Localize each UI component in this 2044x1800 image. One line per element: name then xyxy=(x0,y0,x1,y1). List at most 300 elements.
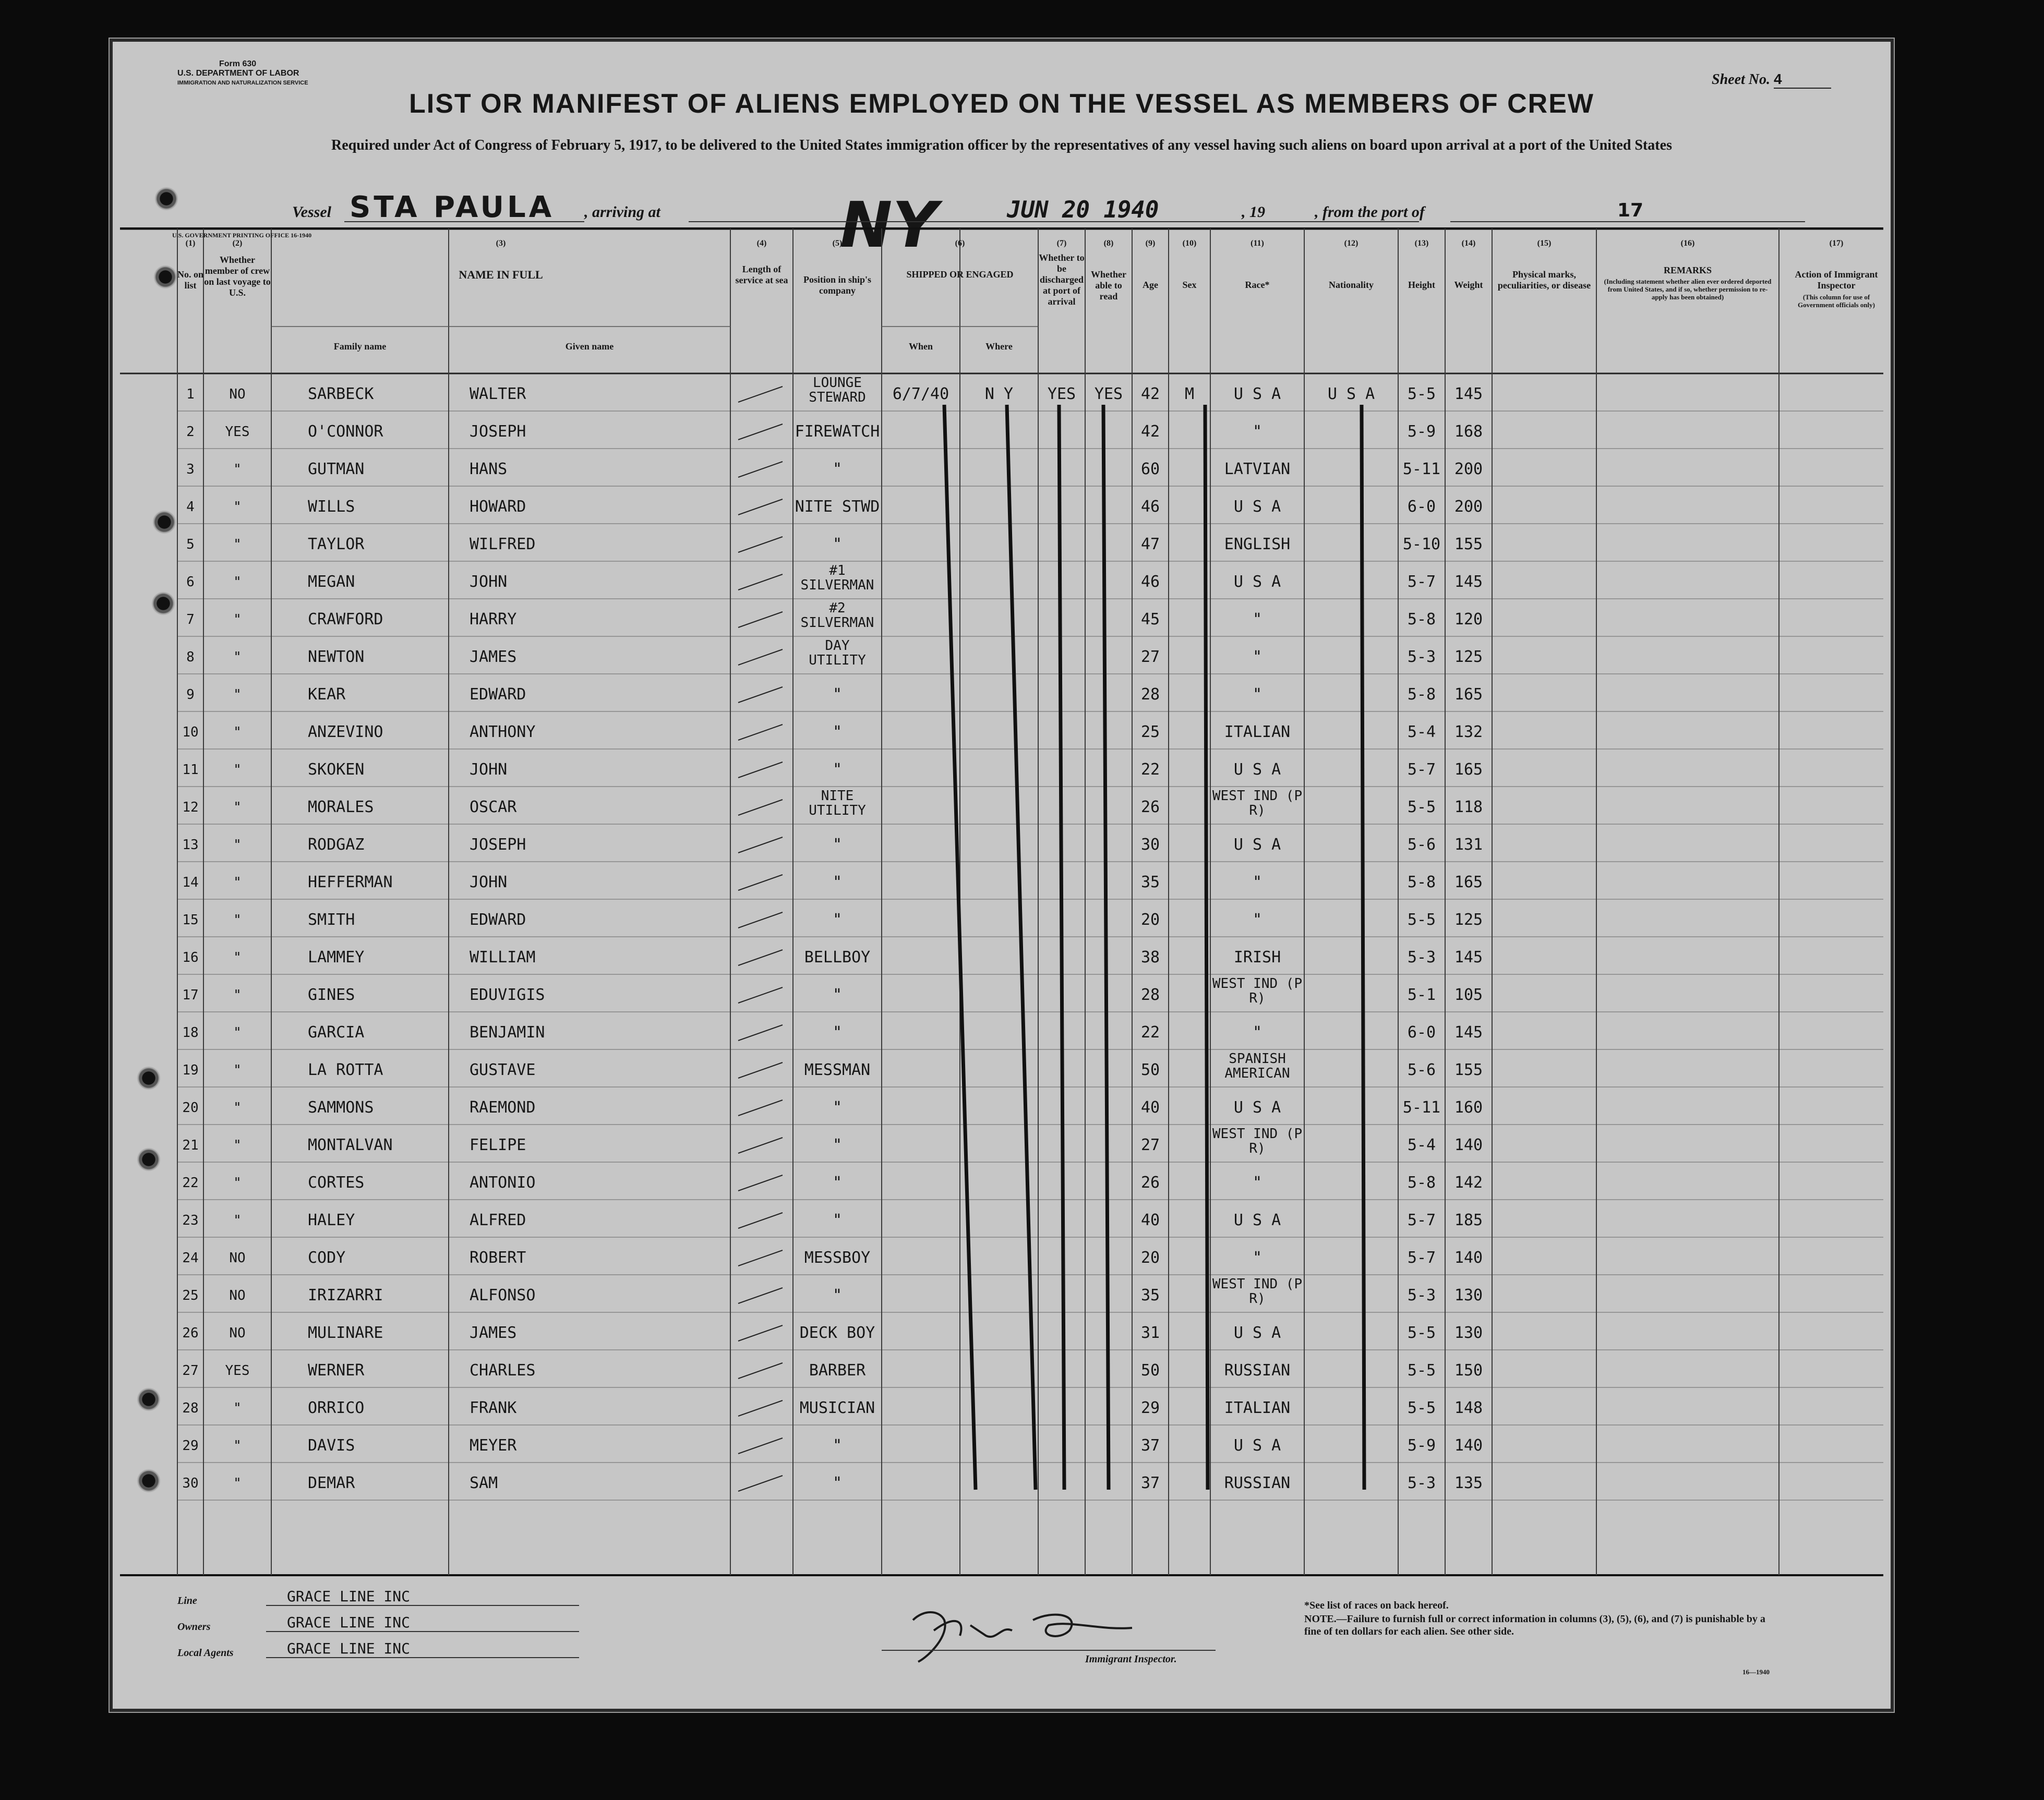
cell-race: " xyxy=(1252,1023,1263,1042)
cell-no: 21 xyxy=(182,1138,199,1153)
column-number: (16) xyxy=(1680,239,1695,248)
cell-family: HALEY xyxy=(308,1211,355,1229)
cell-height: 5-6 xyxy=(1407,836,1436,854)
cell-family: GARCIA xyxy=(308,1023,365,1042)
cell-prev: YES xyxy=(225,424,250,440)
owners-label: Owners xyxy=(177,1621,211,1633)
column-number: (7) xyxy=(1056,239,1067,248)
cell-weight: 155 xyxy=(1454,1061,1483,1079)
cell-prev: " xyxy=(233,837,242,853)
cell-position: " xyxy=(832,535,843,553)
cell-family: RODGAZ xyxy=(308,836,365,854)
cell-height: 6-0 xyxy=(1407,1023,1436,1042)
cell-position: " xyxy=(832,836,843,854)
cell-weight: 150 xyxy=(1454,1361,1483,1380)
cell-given: FRANK xyxy=(470,1399,517,1417)
column-header-no: No. on list xyxy=(177,269,204,291)
column-header-prev-voyage: Whether member of crew on last voyage to U.S. xyxy=(204,255,271,298)
cell-no: 5 xyxy=(186,537,195,552)
punch-hole xyxy=(154,187,178,211)
cell-no: 10 xyxy=(182,724,199,740)
table-row xyxy=(110,1425,1894,1463)
column-header-race: Race* xyxy=(1245,280,1270,290)
cell-weight: 145 xyxy=(1454,385,1483,403)
cell-no: 22 xyxy=(182,1175,199,1191)
cell-prev: " xyxy=(233,1476,242,1491)
cell-position: DAY UTILITY xyxy=(809,638,866,668)
cell-position: " xyxy=(832,873,843,891)
page-subtitle: Required under Act of Congress of February 5, 1917, to be delivered to the United States immigration officer by the representatives of any vessel having such aliens on board upon arrival at a port of the United States xyxy=(331,137,1672,153)
cell-prev: " xyxy=(233,1025,242,1041)
cell-given: ALFRED xyxy=(470,1211,526,1229)
cell-race: WEST IND (P R) xyxy=(1212,1126,1303,1156)
cell-prev: " xyxy=(233,612,242,627)
cell-race: RUSSIAN xyxy=(1224,1474,1291,1492)
cell-race: " xyxy=(1252,610,1263,629)
cell-age: 38 xyxy=(1140,948,1160,967)
cell-no: 14 xyxy=(182,875,199,890)
cell-height: 5-4 xyxy=(1407,1136,1436,1154)
table-row xyxy=(110,1237,1894,1275)
cell-age: 30 xyxy=(1140,836,1160,854)
inspector-label: Immigrant Inspector. xyxy=(1085,1653,1177,1665)
table-row xyxy=(110,599,1894,636)
cell-prev: " xyxy=(233,800,242,815)
cell-race: RUSSIAN xyxy=(1224,1361,1291,1380)
cell-prev: " xyxy=(233,537,242,552)
column-header-given-name: Given name xyxy=(565,341,614,352)
cell-height: 6-0 xyxy=(1407,498,1436,516)
cell-given: HOWARD xyxy=(470,498,526,516)
cell-position: " xyxy=(832,723,843,741)
cell-given: JOHN xyxy=(470,873,508,891)
cell-family: GUTMAN xyxy=(308,460,365,478)
table-row xyxy=(110,1387,1894,1425)
table-row xyxy=(110,486,1894,524)
cell-no: 7 xyxy=(186,612,195,627)
arriving-label: , arriving at xyxy=(584,203,660,221)
cell-no: 26 xyxy=(182,1325,199,1341)
cell-family: SARBECK xyxy=(308,385,374,403)
cell-position: " xyxy=(832,1474,843,1492)
cell-prev: " xyxy=(233,987,242,1003)
sheet-number-value: 4 xyxy=(1774,71,1831,89)
cell-position: NITE UTILITY xyxy=(809,788,866,818)
cell-age: 40 xyxy=(1140,1211,1160,1229)
column-number: (12) xyxy=(1344,239,1358,248)
column-header-discharged: Whether to be discharged at port of arrival xyxy=(1039,252,1085,307)
table-row xyxy=(110,1162,1894,1200)
cell-age: 47 xyxy=(1140,535,1160,553)
cell-weight: 132 xyxy=(1454,723,1483,741)
cell-race: U S A xyxy=(1233,1324,1281,1342)
cell-race: " xyxy=(1252,873,1263,891)
cell-race: WEST IND (P R) xyxy=(1212,1276,1303,1307)
column-number: (11) xyxy=(1251,239,1264,248)
table-row xyxy=(110,974,1894,1012)
table-row xyxy=(110,1350,1894,1387)
cell-position: " xyxy=(832,1098,843,1117)
cell-family: KEAR xyxy=(308,685,346,704)
column-number: (1) xyxy=(185,239,196,248)
cell-race: SPANISH AMERICAN xyxy=(1224,1051,1290,1081)
cell-no: 28 xyxy=(182,1400,199,1416)
cell-weight: 125 xyxy=(1454,648,1483,666)
cell-age: 22 xyxy=(1140,760,1160,779)
printing-office-note: U.S. GOVERNMENT PRINTING OFFICE 16-1940 xyxy=(172,232,312,239)
cell-given: ANTHONY xyxy=(470,723,536,741)
cell-age: 31 xyxy=(1140,1324,1160,1342)
cell-weight: 140 xyxy=(1454,1249,1483,1267)
cell-no: 19 xyxy=(182,1062,199,1078)
cell-given: SAM xyxy=(470,1474,498,1492)
cell-age: 46 xyxy=(1140,498,1160,516)
cell-height: 5-5 xyxy=(1407,798,1436,816)
cell-position: #1 SILVERMAN xyxy=(800,563,874,593)
table-row xyxy=(110,787,1894,824)
cell-height: 5-7 xyxy=(1407,760,1436,779)
column-header-when: When xyxy=(908,341,933,352)
cell-race: LATVIAN xyxy=(1224,460,1291,478)
cell-family: SAMMONS xyxy=(308,1098,374,1117)
cell-race: ITALIAN xyxy=(1224,1399,1291,1417)
cell-prev: NO xyxy=(229,1288,246,1303)
cell-race: WEST IND (P R) xyxy=(1212,976,1303,1006)
column-header-physical-marks: Physical marks, peculiarities, or disease xyxy=(1497,269,1591,291)
cell-age: 60 xyxy=(1140,460,1160,478)
cell-age: 35 xyxy=(1140,873,1160,891)
cell-age: 37 xyxy=(1140,1436,1160,1455)
cell-no: 8 xyxy=(186,649,195,665)
cell-given: ROBERT xyxy=(470,1249,526,1267)
column-header-shipped: SHIPPED OR ENGAGED xyxy=(906,269,1014,280)
cell-position: BELLBOY xyxy=(804,948,871,967)
form-number: Form 630 xyxy=(219,59,257,68)
cell-where: N Y xyxy=(984,385,1014,403)
cell-age: 40 xyxy=(1140,1098,1160,1117)
cell-weight: 142 xyxy=(1454,1174,1483,1192)
cell-no: 29 xyxy=(182,1438,199,1454)
cell-no: 17 xyxy=(182,987,199,1003)
cell-height: 5-11 xyxy=(1402,1098,1441,1117)
cell-age: 26 xyxy=(1140,798,1160,816)
sheet-number xyxy=(1712,71,1831,89)
cell-prev: " xyxy=(233,1138,242,1153)
table-row xyxy=(110,1049,1894,1087)
table-row xyxy=(110,862,1894,899)
cell-given: JOSEPH xyxy=(470,422,526,441)
cell-weight: 130 xyxy=(1454,1286,1483,1304)
manifest-sheet xyxy=(109,38,1895,1713)
cell-weight: 200 xyxy=(1454,498,1483,516)
page-title: LIST OR MANIFEST OF ALIENS EMPLOYED ON THE VESSEL AS MEMBERS OF CREW xyxy=(409,89,1594,119)
date-stamp: JUN 20 1940 xyxy=(1007,197,1159,223)
cell-prev: " xyxy=(233,649,242,665)
column-header-name: NAME IN FULL xyxy=(459,268,543,281)
cell-family: MONTALVAN xyxy=(308,1136,393,1154)
line-value: GRACE LINE INC xyxy=(266,1588,579,1606)
table-row xyxy=(110,824,1894,862)
cell-no: 1 xyxy=(186,386,195,402)
cell-height: 5-7 xyxy=(1407,1249,1436,1267)
cell-weight: 165 xyxy=(1454,873,1483,891)
cell-sex: M xyxy=(1184,385,1195,403)
table-row xyxy=(110,899,1894,937)
column-header-where: Where xyxy=(985,341,1013,352)
cell-height: 5-4 xyxy=(1407,723,1436,741)
cell-weight: 165 xyxy=(1454,760,1483,779)
agents-label: Local Agents xyxy=(177,1647,234,1659)
agents-value: GRACE LINE INC xyxy=(266,1640,579,1658)
cell-weight: 140 xyxy=(1454,1136,1483,1154)
cell-family: CODY xyxy=(308,1249,346,1267)
cell-age: 20 xyxy=(1140,911,1160,929)
cell-family: DAVIS xyxy=(308,1436,355,1455)
sheet-number-label: Sheet No. xyxy=(1712,71,1770,88)
cell-no: 9 xyxy=(186,687,195,703)
cell-position: " xyxy=(832,760,843,779)
cell-given: JOHN xyxy=(470,760,508,779)
cell-height: 5-10 xyxy=(1402,535,1441,553)
cell-height: 5-7 xyxy=(1407,573,1436,591)
vessel-label: Vessel xyxy=(292,203,331,221)
cell-family: WILLS xyxy=(308,498,355,516)
cell-weight: 131 xyxy=(1454,836,1483,854)
table-row xyxy=(110,1463,1894,1500)
cell-age: 28 xyxy=(1140,685,1160,704)
cell-no: 30 xyxy=(182,1476,199,1491)
cell-given: EDUVIGIS xyxy=(470,986,545,1004)
column-header-age: Age xyxy=(1143,280,1158,290)
cell-height: 5-7 xyxy=(1407,1211,1436,1229)
cell-no: 12 xyxy=(182,800,199,815)
column-header-nationality: Nationality xyxy=(1328,280,1374,290)
cell-height: 5-5 xyxy=(1407,1399,1436,1417)
cell-race: " xyxy=(1252,1249,1263,1267)
table-row xyxy=(110,373,1894,411)
column-header-service-length: Length of service at sea xyxy=(735,264,788,285)
cell-given: HANS xyxy=(470,460,508,478)
column-header-inspector-action: Action of Immigrant Inspector xyxy=(1795,269,1878,291)
column-header-weight: Weight xyxy=(1454,280,1483,290)
table-row xyxy=(110,937,1894,974)
cell-prev: " xyxy=(233,762,242,778)
cell-position: FIREWATCH xyxy=(795,422,880,441)
cell-no: 25 xyxy=(182,1288,199,1303)
column-number: (13) xyxy=(1414,239,1429,248)
cell-weight: 200 xyxy=(1454,460,1483,478)
cell-age: 46 xyxy=(1140,573,1160,591)
cell-height: 5-3 xyxy=(1407,648,1436,666)
column-number: (2) xyxy=(232,239,243,248)
cell-age: 26 xyxy=(1140,1174,1160,1192)
cell-weight: 185 xyxy=(1454,1211,1483,1229)
cell-no: 4 xyxy=(186,499,195,515)
cell-height: 5-3 xyxy=(1407,1286,1436,1304)
cell-no: 23 xyxy=(182,1213,199,1228)
cell-race: U S A xyxy=(1233,836,1281,854)
cell-given: EDWARD xyxy=(470,685,526,704)
cell-position: " xyxy=(832,1286,843,1304)
owners-value: GRACE LINE INC xyxy=(266,1614,579,1632)
table-row xyxy=(110,524,1894,561)
cell-height: 5-8 xyxy=(1407,1174,1436,1192)
cell-race: " xyxy=(1252,648,1263,666)
cell-weight: 165 xyxy=(1454,685,1483,704)
cell-prev: NO xyxy=(229,1325,246,1341)
cell-position: " xyxy=(832,1023,843,1042)
column-header-remarks-note: (Including statement whether alien ever ordered deported from United States, and if so, whether permission to re-apply has been obtained) xyxy=(1604,277,1772,301)
cell-family: WERNER xyxy=(308,1361,365,1380)
cell-given: WILLIAM xyxy=(470,948,536,967)
cell-height: 5-3 xyxy=(1407,1474,1436,1492)
cell-prev: " xyxy=(233,574,242,590)
cell-no: 15 xyxy=(182,912,199,928)
vessel-name: STA PAULA xyxy=(350,190,555,224)
cell-race: " xyxy=(1252,422,1263,441)
penalty-note: NOTE.—Failure to furnish full or correct information in columns (3), (5), (6), and (7) is punishable by a fine of ten dollars for each alien. See other side. xyxy=(1304,1613,1765,1637)
cell-age: 27 xyxy=(1140,1136,1160,1154)
cell-when: 6/7/40 xyxy=(892,385,949,403)
cell-prev: " xyxy=(233,1438,242,1454)
cell-age: 27 xyxy=(1140,648,1160,666)
cell-no: 13 xyxy=(182,837,199,853)
cell-position: " xyxy=(832,685,843,704)
cell-family: CORTES xyxy=(308,1174,365,1192)
cell-position: " xyxy=(832,1174,843,1192)
cell-prev: NO xyxy=(229,1250,246,1266)
cell-given: JOSEPH xyxy=(470,836,526,854)
column-number: (6) xyxy=(955,239,965,248)
cell-prev: NO xyxy=(229,386,246,402)
cell-no: 6 xyxy=(186,574,195,590)
cell-age: 42 xyxy=(1140,422,1160,441)
cell-family: LA ROTTA xyxy=(308,1061,383,1079)
cell-height: 5-5 xyxy=(1407,1361,1436,1380)
cell-prev: " xyxy=(233,1213,242,1228)
cell-race: U S A xyxy=(1233,498,1281,516)
cell-race: ENGLISH xyxy=(1224,535,1291,553)
cell-family: GINES xyxy=(308,986,355,1004)
column-number: (17) xyxy=(1829,239,1844,248)
cell-prev: " xyxy=(233,724,242,740)
cell-height: 5-9 xyxy=(1407,1436,1436,1455)
cell-height: 5-5 xyxy=(1407,1324,1436,1342)
table-row xyxy=(110,411,1894,449)
from-label: , from the port of xyxy=(1315,203,1425,221)
column-number: (3) xyxy=(496,239,506,248)
column-number: (4) xyxy=(756,239,767,248)
cell-age: 45 xyxy=(1140,610,1160,629)
cell-age: 29 xyxy=(1140,1399,1160,1417)
column-header-sex: Sex xyxy=(1182,280,1197,290)
cell-family: MULINARE xyxy=(308,1324,383,1342)
cell-position: DECK BOY xyxy=(799,1324,875,1342)
cell-given: JAMES xyxy=(470,648,517,666)
cell-height: 5-8 xyxy=(1407,610,1436,629)
column-number: (10) xyxy=(1182,239,1197,248)
cell-family: TAYLOR xyxy=(308,535,365,553)
cell-no: 3 xyxy=(186,462,195,477)
manifest-footer xyxy=(110,1578,1894,1709)
cell-given: FELIPE xyxy=(470,1136,526,1154)
cell-prev: " xyxy=(233,875,242,890)
cell-race: U S A xyxy=(1233,573,1281,591)
cell-prev: " xyxy=(233,462,242,477)
cell-weight: 140 xyxy=(1454,1436,1483,1455)
cell-position: " xyxy=(832,1136,843,1154)
cell-prev: " xyxy=(233,687,242,703)
form-identification xyxy=(177,59,308,88)
cell-given: BENJAMIN xyxy=(470,1023,545,1042)
cell-no: 11 xyxy=(182,762,199,778)
cell-weight: 125 xyxy=(1454,911,1483,929)
column-number: (8) xyxy=(1103,239,1114,248)
cell-age: 20 xyxy=(1140,1249,1160,1267)
cell-family: HEFFERMAN xyxy=(308,873,393,891)
column-number: (9) xyxy=(1145,239,1156,248)
cell-family: MEGAN xyxy=(308,573,355,591)
form-code: 16—1940 xyxy=(1742,1668,1770,1676)
cell-family: SKOKEN xyxy=(308,760,365,779)
cell-no: 16 xyxy=(182,950,199,965)
cell-no: 20 xyxy=(182,1100,199,1116)
cell-weight: 155 xyxy=(1454,535,1483,553)
column-number: (14) xyxy=(1461,239,1476,248)
table-row xyxy=(110,1087,1894,1125)
cell-position: LOUNGE STEWARD xyxy=(809,375,866,405)
cell-given: OSCAR xyxy=(470,798,517,816)
cell-race: " xyxy=(1252,1174,1263,1192)
cell-weight: 135 xyxy=(1454,1474,1483,1492)
cell-family: SMITH xyxy=(308,911,355,929)
cell-race: " xyxy=(1252,685,1263,704)
cell-race: U S A xyxy=(1233,385,1281,403)
cell-no: 24 xyxy=(182,1250,199,1266)
table-row xyxy=(110,1200,1894,1237)
cell-given: WILFRED xyxy=(470,535,536,553)
cell-prev: " xyxy=(233,912,242,928)
cell-nationality: U S A xyxy=(1327,385,1375,403)
cell-family: DEMAR xyxy=(308,1474,355,1492)
cell-weight: 118 xyxy=(1454,798,1483,816)
cell-given: HARRY xyxy=(470,610,517,629)
cell-race: ITALIAN xyxy=(1224,723,1291,741)
cell-position: MESSMAN xyxy=(804,1061,871,1079)
cell-family: IRIZARRI xyxy=(308,1286,383,1304)
cell-discharged: YES xyxy=(1047,385,1076,403)
cell-weight: 130 xyxy=(1454,1324,1483,1342)
cell-prev: " xyxy=(233,1400,242,1416)
cell-family: MORALES xyxy=(308,798,374,816)
cell-age: 22 xyxy=(1140,1023,1160,1042)
cell-prev: " xyxy=(233,1100,242,1116)
cell-weight: 145 xyxy=(1454,1023,1483,1042)
table-row xyxy=(110,711,1894,749)
cell-weight: 105 xyxy=(1454,986,1483,1004)
table-row xyxy=(110,561,1894,599)
cell-no: 2 xyxy=(186,424,195,440)
cell-given: JAMES xyxy=(470,1324,517,1342)
table-row xyxy=(110,636,1894,674)
column-header-read: Whether able to read xyxy=(1091,269,1126,301)
cell-position: " xyxy=(832,1211,843,1229)
cell-height: 5-1 xyxy=(1407,986,1436,1004)
cell-position: BARBER xyxy=(809,1361,866,1380)
cell-race: U S A xyxy=(1233,1098,1281,1117)
cell-height: 5-3 xyxy=(1407,948,1436,967)
cell-age: 28 xyxy=(1140,986,1160,1004)
